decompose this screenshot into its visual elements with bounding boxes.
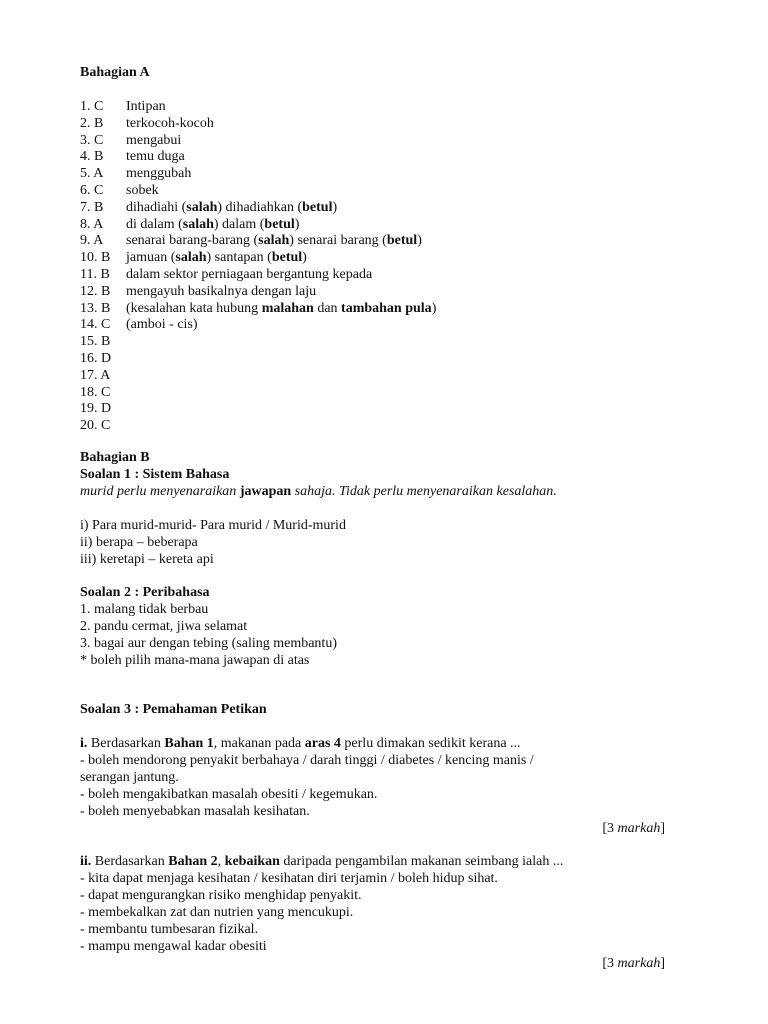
q1-item: ii) berapa – beberapa xyxy=(80,535,198,550)
section-a-heading: Bahagian A xyxy=(80,65,150,80)
answer-text: terkocoh-kocoh xyxy=(126,116,214,131)
q3-part-ii-question: ii. Berdasarkan Bahan 2, kebaikan daripada pengambilan makanan seimbang ialah ... xyxy=(80,854,564,869)
q1-item: iii) keretapi – kereta api xyxy=(80,552,214,567)
q1-title: Soalan 1 : Sistem Bahasa xyxy=(80,467,230,482)
answer-number: 8. A xyxy=(80,217,104,232)
answer-number: 20. C xyxy=(80,418,111,433)
q2-item: * boleh pilih mana-mana jawapan di atas xyxy=(80,653,310,668)
q3-part-ii-line: - membantu tumbesaran fizikal. xyxy=(80,922,259,937)
answer-text: dihadiahi (salah) dihadiahkan (betul) xyxy=(126,200,338,215)
q2-item: 3. bagai aur dengan tebing (saling membantu) xyxy=(80,636,337,651)
q2-item: 2. pandu cermat, jiwa selamat xyxy=(80,619,248,634)
q3-part-i-line: - boleh menyebabkan masalah kesihatan. xyxy=(80,804,310,819)
answer-number: 3. C xyxy=(80,133,104,148)
q3-part-i-line: serangan jantung. xyxy=(80,770,179,785)
q3-title: Soalan 3 : Pemahaman Petikan xyxy=(80,702,267,717)
section-b-heading: Bahagian B xyxy=(80,450,150,465)
answer-number: 12. B xyxy=(80,284,111,299)
answer-text: menggubah xyxy=(126,166,192,181)
answer-text: sobek xyxy=(126,183,159,198)
q3-part-i-line: - boleh mengakibatkan masalah obesiti / kegemukan. xyxy=(80,787,378,802)
q3-part-ii-line: - kita dapat menjaga kesihatan / kesihatan diri terjamin / boleh hidup sihat. xyxy=(80,871,498,886)
answer-text: jamuan (salah) santapan (betul) xyxy=(126,250,307,265)
answer-text: temu duga xyxy=(126,149,185,164)
answer-text: di dalam (salah) dalam (betul) xyxy=(126,217,300,232)
q3-part-ii-line: - mampu mengawal kadar obesiti xyxy=(80,939,267,954)
answer-number: 7. B xyxy=(80,200,104,215)
answer-number: 16. D xyxy=(80,351,112,366)
answer-number: 4. B xyxy=(80,149,104,164)
answer-text: mengabui xyxy=(126,133,182,148)
answer-number: 15. B xyxy=(80,334,111,349)
answer-number: 13. B xyxy=(80,301,111,316)
answer-number: 2. B xyxy=(80,116,104,131)
answer-number: 1. C xyxy=(80,99,104,114)
answer-text: (kesalahan kata hubung malahan dan tambahan pula) xyxy=(126,301,437,316)
answer-number: 14. C xyxy=(80,317,111,332)
answer-text: mengayuh basikalnya dengan laju xyxy=(126,284,317,299)
answer-number: 6. C xyxy=(80,183,104,198)
answer-text: Intipan xyxy=(126,99,166,114)
q2-item: 1. malang tidak berbau xyxy=(80,602,209,617)
q3-part-ii-line: - membekalkan zat dan nutrien yang mencukupi. xyxy=(80,905,354,920)
answer-text: senarai barang-barang (salah) senarai barang (betul) xyxy=(126,233,422,248)
answer-number: 9. A xyxy=(80,233,104,248)
answer-number: 5. A xyxy=(80,166,104,181)
q3-part-i-marks: [3 markah] xyxy=(602,821,665,836)
q1-item: i) Para murid-murid- Para murid / Murid-murid xyxy=(80,518,346,533)
q3-part-ii-line: - dapat mengurangkan risiko menghidap penyakit. xyxy=(80,888,362,903)
answer-number: 17. A xyxy=(80,368,111,383)
q2-title: Soalan 2 : Peribahasa xyxy=(80,585,210,600)
q3-part-i-line: - boleh mendorong penyakit berbahaya / darah tinggi / diabetes / kencing manis / xyxy=(80,753,534,768)
answer-number: 11. B xyxy=(80,267,110,282)
q3-part-ii-marks: [3 markah] xyxy=(602,956,665,971)
answer-text: (amboi - cis) xyxy=(126,317,198,332)
answer-text: dalam sektor perniagaan bergantung kepada xyxy=(126,267,373,282)
answer-number: 18. C xyxy=(80,385,111,400)
q3-part-i-question: i. Berdasarkan Bahan 1, makanan pada aras 4 perlu dimakan sedikit kerana ... xyxy=(80,736,521,751)
answer-number: 19. D xyxy=(80,401,112,416)
q1-note: murid perlu menyenaraikan jawapan sahaja. Tidak perlu menyenaraikan kesalahan. xyxy=(80,484,557,499)
answer-number: 10. B xyxy=(80,250,111,265)
